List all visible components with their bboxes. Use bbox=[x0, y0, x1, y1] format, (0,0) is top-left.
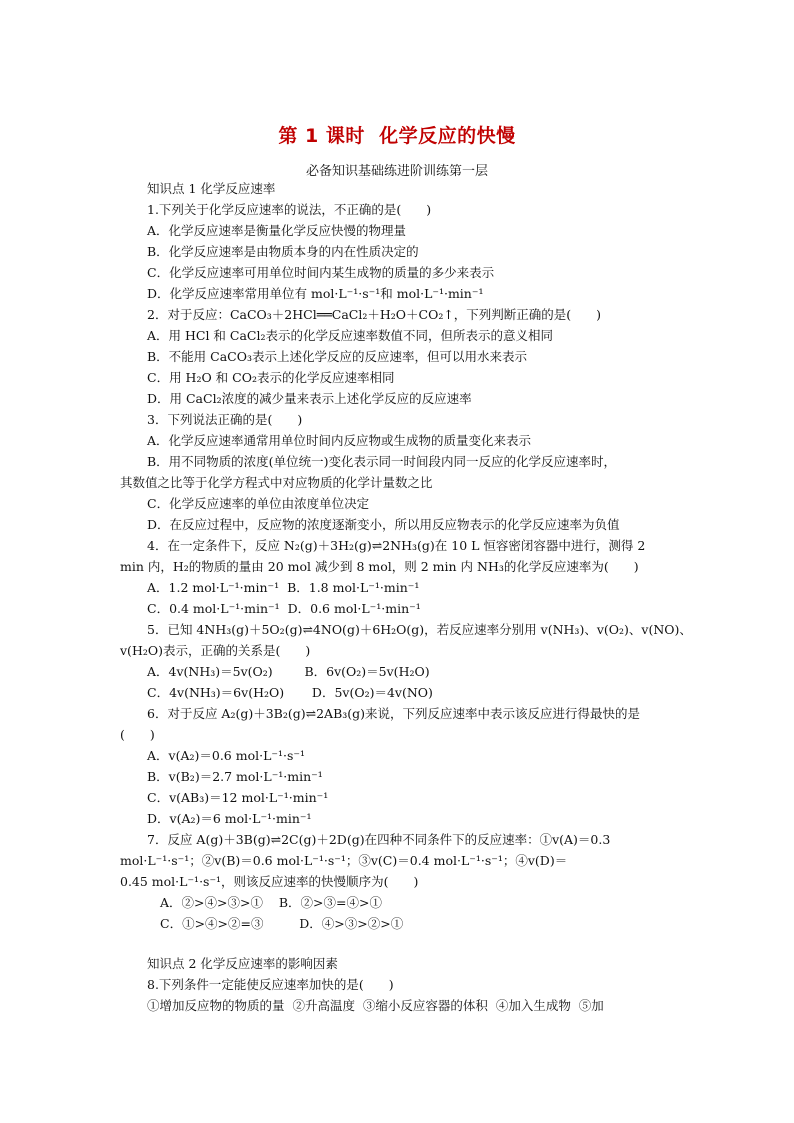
answer-option: C．①>④>②=③ D．④>③>②>① bbox=[160, 916, 404, 931]
question-stem-continued: 0.45 mol·L⁻¹·s⁻¹，则该反应速率的快慢顺序为( ) bbox=[120, 874, 419, 889]
answer-option: D．用 CaCl₂浓度的减少量来表示上述化学反应的反应速率 bbox=[147, 391, 472, 406]
answer-option: C．0.4 mol·L⁻¹·min⁻¹ D．0.6 mol·L⁻¹·min⁻¹ bbox=[147, 601, 421, 616]
answer-option: C．化学反应速率的单位由浓度单位决定 bbox=[147, 496, 370, 511]
answer-option: C．化学反应速率可用单位时间内某生成物的质量的多少来表示 bbox=[147, 265, 495, 280]
answer-option: B．v(B₂)＝2.7 mol·L⁻¹·min⁻¹ bbox=[147, 769, 323, 784]
answer-option: C．用 H₂O 和 CO₂表示的化学反应速率相同 bbox=[147, 370, 395, 385]
question-stem-continued: ( ) bbox=[120, 727, 155, 742]
answer-option: B．化学反应速率是由物质本身的内在性质决定的 bbox=[147, 244, 419, 259]
question-stem: 2．对于反应：CaCO₃＋2HCl══CaCl₂＋H₂O＋CO₂↑，下列判断正确的是( ) bbox=[147, 307, 602, 322]
answer-option: A．②>④>③>① B．②>③=④>① bbox=[160, 895, 382, 910]
answer-option: A．化学反应速率通常用单位时间内反应物或生成物的质量变化来表示 bbox=[147, 433, 532, 448]
answer-option-continued: 其数值之比等于化学方程式中对应物质的化学计量数之比 bbox=[120, 475, 433, 490]
answer-option: D．在反应过程中，反应物的浓度逐渐变小，所以用反应物表示的化学反应速率为负值 bbox=[147, 517, 620, 532]
answer-option: D．化学反应速率常用单位有 mol·L⁻¹·s⁻¹和 mol·L⁻¹·min⁻¹ bbox=[147, 286, 484, 301]
answer-option: A．1.2 mol·L⁻¹·min⁻¹ B．1.8 mol·L⁻¹·min⁻¹ bbox=[147, 580, 420, 595]
question-stem: 3．下列说法正确的是( ) bbox=[147, 412, 303, 427]
answer-option: B．不能用 CaCO₃表示上述化学反应的反应速率，但可以用水来表示 bbox=[147, 349, 527, 364]
answer-option: A．4v(NH₃)＝5v(O₂) B．6v(O₂)＝5v(H₂O) bbox=[147, 664, 430, 679]
question-stem-continued: mol·L⁻¹·s⁻¹；②v(B)＝0.6 mol·L⁻¹·s⁻¹；③v(C)＝0.4 mol·L⁻¹·s⁻¹；④v(D)＝ bbox=[120, 853, 568, 868]
knowledge-point-heading: 知识点 1 化学反应速率 bbox=[147, 181, 276, 196]
question-stem: 4．在一定条件下，反应 N₂(g)＋3H₂(g)⇌2NH₃(g)在 10 L 恒容密闭容器中进行，测得 2 bbox=[147, 538, 646, 553]
question-stem: ①增加反应物的物质的量 ②升高温度 ③缩小反应容器的体积 ④加入生成物 ⑤加 bbox=[147, 998, 604, 1013]
page-title: 第 1 课时 化学反应的快慢 bbox=[278, 125, 516, 147]
answer-option: B．用不同物质的浓度(单位统一)变化表示同一时间段内同一反应的化学反应速率时， bbox=[147, 454, 616, 469]
answer-option: A．用 HCl 和 CaCl₂表示的化学反应速率数值不同，但所表示的意义相同 bbox=[147, 328, 554, 343]
answer-option: A．v(A₂)＝0.6 mol·L⁻¹·s⁻¹ bbox=[147, 748, 305, 763]
question-stem: 7．反应 A(g)＋3B(g)⇌2C(g)＋2D(g)在四种不同条件下的反应速率：①v(A)＝0.3 bbox=[147, 832, 611, 847]
question-stem: 1.下列关于化学反应速率的说法，不正确的是( ) bbox=[147, 202, 432, 217]
knowledge-point-heading: 知识点 2 化学反应速率的影响因素 bbox=[147, 956, 338, 971]
section-subtitle: 必备知识基础练进阶训练第一层 bbox=[305, 164, 488, 179]
answer-option: C．v(AB₃)＝12 mol·L⁻¹·min⁻¹ bbox=[147, 790, 329, 805]
question-stem: 8.下列条件一定能使反应速率加快的是( ) bbox=[147, 977, 394, 992]
answer-option: D．v(A₂)＝6 mol·L⁻¹·min⁻¹ bbox=[147, 811, 312, 826]
answer-option: C．4v(NH₃)＝6v(H₂O) D．5v(O₂)＝4v(NO) bbox=[147, 685, 433, 700]
answer-option: A．化学反应速率是衡量化学反应快慢的物理量 bbox=[147, 223, 407, 238]
question-stem: 6．对于反应 A₂(g)＋3B₂(g)⇌2AB₃(g)来说，下列反应速率中表示该反应进行得最快的是 bbox=[147, 706, 641, 721]
question-stem-continued: min 内，H₂的物质的量由 20 mol 减少到 8 mol，则 2 min 内 NH₃的化学反应速率为( ) bbox=[120, 559, 639, 574]
question-stem-continued: v(H₂O)表示，正确的关系是( ) bbox=[120, 643, 311, 658]
question-stem: 5．已知 4NH₃(g)＋5O₂(g)⇌4NO(g)＋6H₂O(g)，若反应速率分别用 v(NH₃)、v(O₂)、v(NO)、 bbox=[147, 622, 692, 637]
